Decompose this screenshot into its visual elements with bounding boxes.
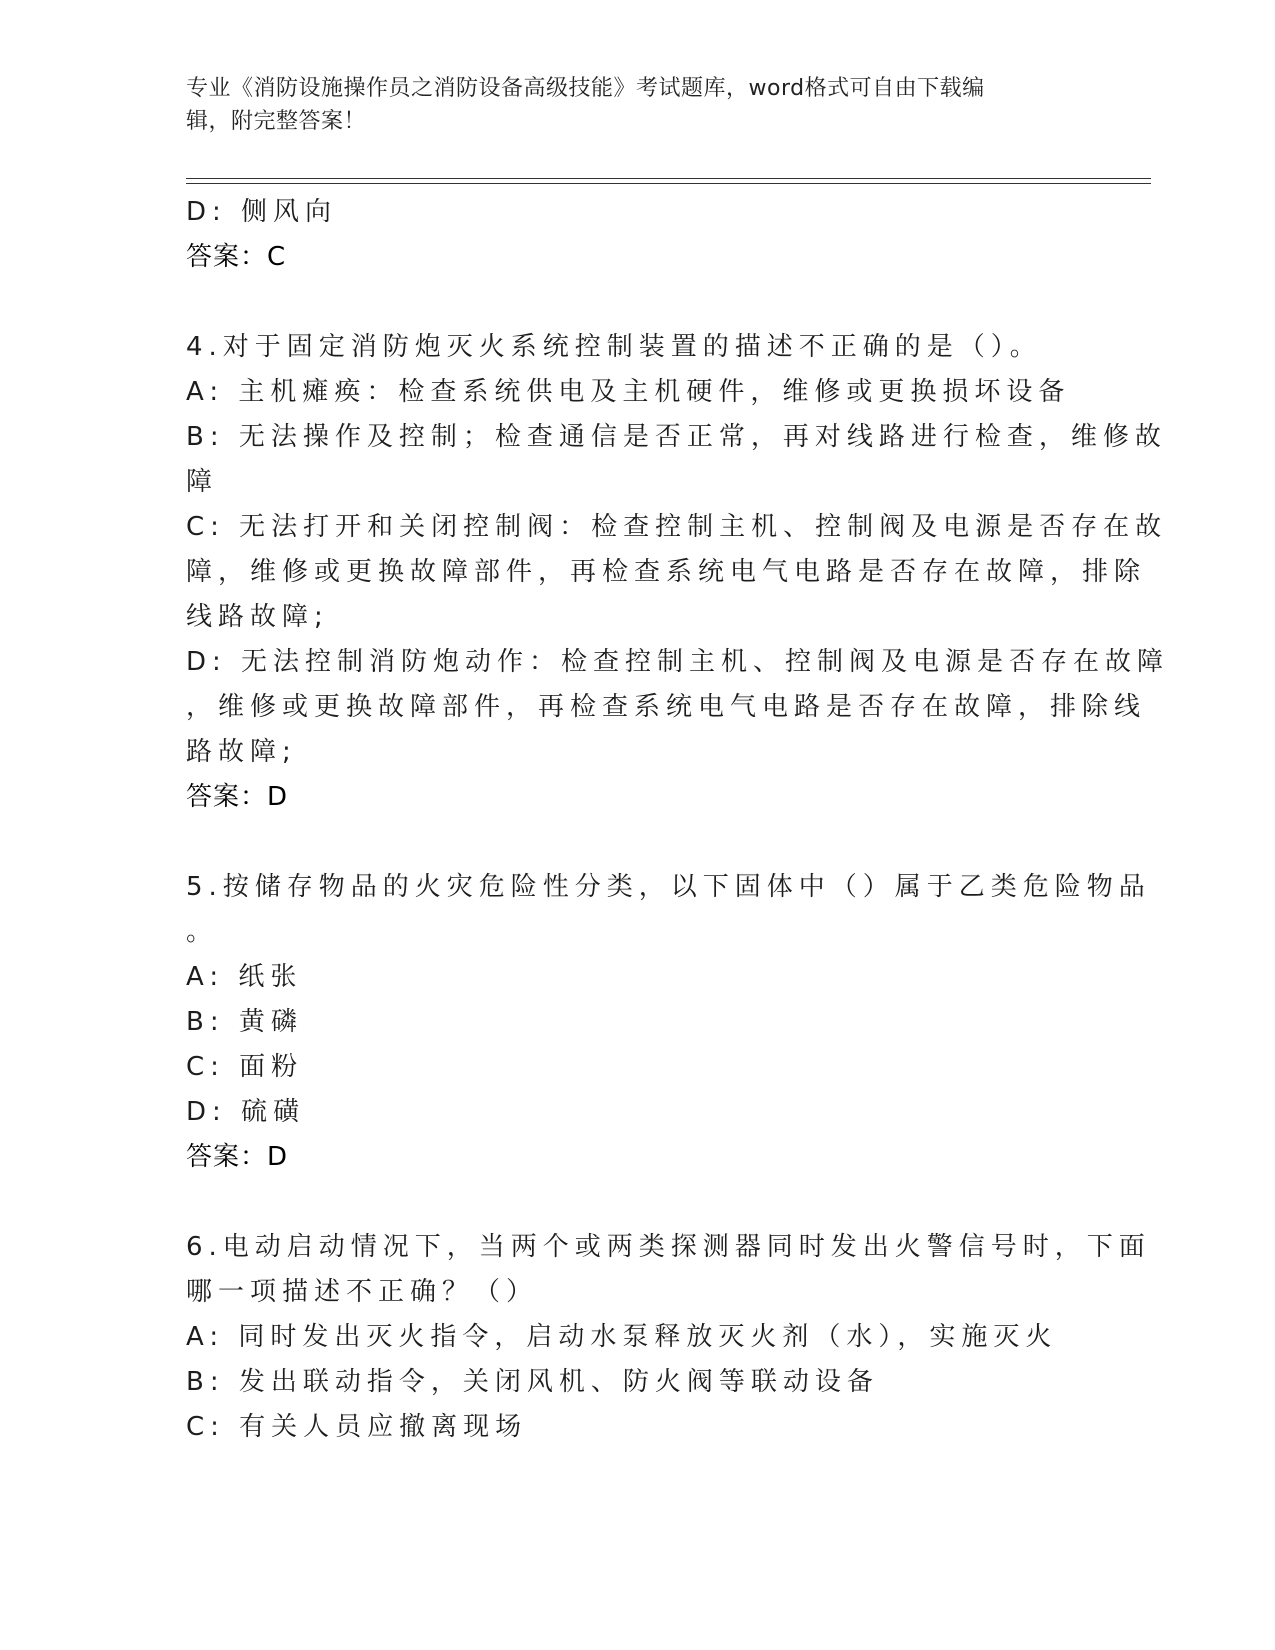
- option-a: A: 同时发出灭火指令，启动水泵释放灭火剂（水），实施灭火: [186, 1322, 1058, 1352]
- question-stem-line-2: 。: [186, 917, 219, 947]
- question-stem: 4.对于固定消防炮灭火系统控制装置的描述不正确的是（）。: [186, 332, 1042, 362]
- question-stem-line-1: 6.电动启动情况下，当两个或两类探测器同时发出火警信号时，下面: [186, 1232, 1151, 1262]
- question-content: [186, 190, 1170, 1450]
- question-3-tail: [186, 190, 1086, 280]
- spacer: [186, 1180, 1086, 1225]
- option-c-line-3: 线路故障;: [186, 602, 329, 632]
- question-stem-line-1: 5.按储存物品的火灾危险性分类，以下固体中（）属于乙类危险物品: [186, 872, 1151, 902]
- option-a: A: 纸张: [186, 962, 303, 992]
- header-line-2: 辑，附完整答案！: [186, 109, 367, 134]
- question-stem-line-2: 哪一项描述不正确？（）: [186, 1277, 539, 1307]
- option-b: B: 黄磷: [186, 1007, 303, 1037]
- option-d-line-3: 路故障;: [186, 737, 297, 767]
- option-d: D: 硫磺: [186, 1097, 306, 1127]
- spacer: [186, 280, 1086, 325]
- option-b-line-2: 障: [186, 467, 219, 497]
- option-d-line-1: D: 无法控制消防炮动作：检查控制主机、控制阀及电源是否存在故障: [186, 647, 1170, 677]
- option-a: A: 主机瘫痪：检查系统供电及主机硬件，维修或更换损坏设备: [186, 377, 1071, 407]
- question-5: [186, 865, 1151, 1180]
- option-d: D: 侧风向: [186, 197, 338, 227]
- header-rule-top: [186, 178, 1151, 179]
- question-6: [186, 1225, 1151, 1450]
- answer: 答案：D: [186, 1142, 289, 1172]
- option-c: C: 面粉: [186, 1052, 304, 1082]
- option-c: C: 有关人员应撤离现场: [186, 1412, 528, 1442]
- page-header: [186, 72, 1066, 138]
- header-rule-bottom: [186, 183, 1151, 184]
- option-c-line-1: C: 无法打开和关闭控制阀：检查控制主机、控制阀及电源是否存在故: [186, 512, 1168, 542]
- answer: 答案：D: [186, 782, 289, 812]
- question-4: [186, 325, 1170, 820]
- option-c-line-2: 障，维修或更换故障部件，再检查系统电气电路是否存在故障，排除: [186, 557, 1147, 587]
- spacer: [186, 820, 1086, 865]
- option-d-line-2: ，维修或更换故障部件，再检查系统电气电路是否存在故障，排除线: [186, 692, 1147, 722]
- header-line-1: 专业《消防设施操作员之消防设备高级技能》考试题库，word格式可自由下载编: [186, 76, 985, 101]
- answer: 答案：C: [186, 242, 287, 272]
- option-b: B: 发出联动指令，关闭风机、防火阀等联动设备: [186, 1367, 879, 1397]
- option-b-line-1: B: 无法操作及控制；检查通信是否正常，再对线路进行检查，维修故: [186, 422, 1167, 452]
